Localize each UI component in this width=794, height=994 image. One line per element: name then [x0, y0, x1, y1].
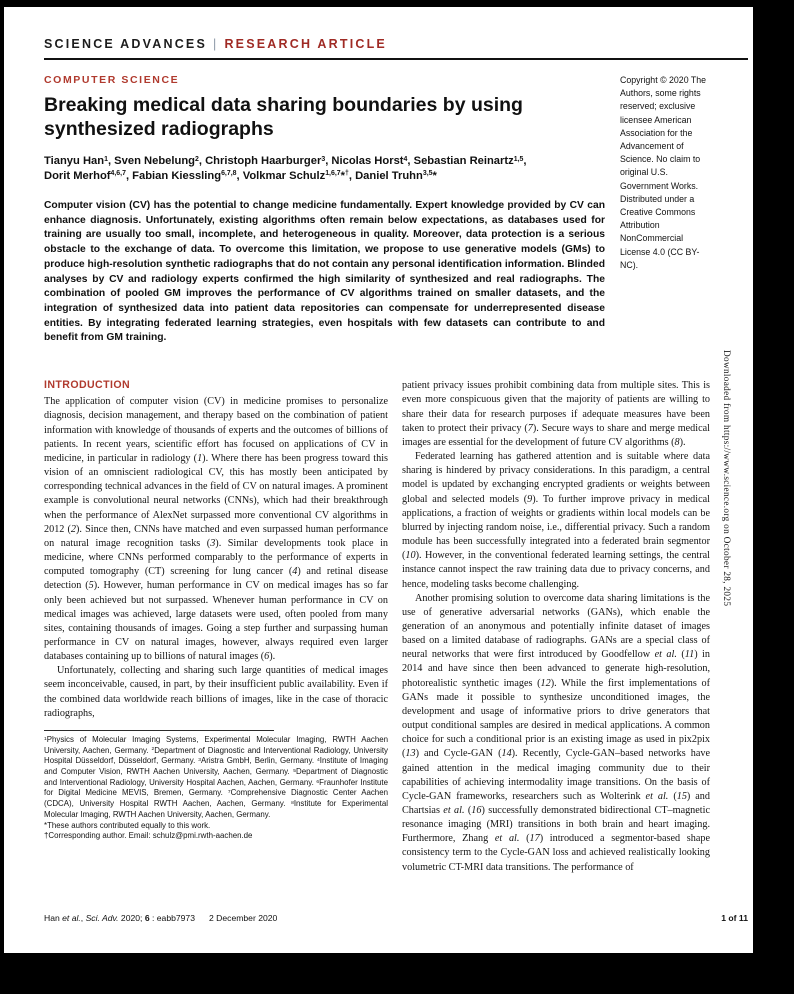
footer-date: 2 December 2020: [209, 913, 278, 923]
body-paragraph: Federated learning has gathered attention and is suitable where data sharing is hindered by privacy considerations. In this paradigm, a central model is updated by exchanging encrypted gradients or weights between global and selected models (9). To further improve privacy in medical applications, a fraction of weights or gradients within local models can be blurred by injecting random noise, i.e., differential privacy. Such a random module has been successfully integrated into a federated brain segmentor (10). However, in the conventional federated learning settings, the central instance cannot inspect the raw training data due to privacy concerns, and hence, modeling tasks become challenging.: [402, 451, 710, 590]
left-column: [44, 379, 388, 874]
author-line-2: Dorit Merhof$^{4,6,7}$, Fabian Kiessling$^{6,7,8}$, Volkmar Schulz$^{1,6,7}$*†, Daniel Truhn$^{3,5}$*: [44, 169, 437, 182]
journal-name: SCIENCE ADVANCES: [44, 37, 207, 51]
introduction-heading: INTRODUCTION: [44, 379, 131, 392]
masthead-divider: |: [213, 37, 219, 51]
footnotes-block: [44, 735, 388, 842]
page-number: 1 of 11: [721, 913, 748, 923]
body-paragraph: The application of computer vision (CV) in medicine promises to personalize diagnosis, decision management, and therapy based on the combination of patient information with knowledge of thousands of experts and the outcomes of billions of patients. In recent years, scientific effort has focused on applications of CV in medicine, in particular in radiology (1). Where there has been progress toward this vision of an omniscient radiological CV, this has mostly been anticipated by corresponding technical advances in the field of CV on natural images. A prominent example is convolutional neural networks (CNNs), which had their breakthrough when the performance of AlexNet surpassed more conventional CV algorithms in 2012 (2). Since then, CNNs have matched and even surpassed human performance on natural image recognition tasks (3). Similar developments took place in medicine, where CNNs performed comparably to the performance of experts in computed tomography (CT) screening for lung cancer (4) and retinal disease detection (5). However, human performance in CV on medical images has so far only been achieved but not surpassed. Whenever human performance in CV on medical images was achieved, large datasets were used, often pooled from many sites, containing thousands of images. Going a step further and surpassing human performance in CV on natural images, however, always required even larger databases containing up to billions of natural images (6).: [44, 396, 389, 663]
document-page: [4, 7, 753, 953]
masthead: [44, 37, 748, 60]
equal-contribution-note: *These authors contributed equally to this work.: [44, 820, 211, 830]
affiliations-note: $^1$Physics of Molecular Imaging Systems, Experimental Molecular Imaging, RWTH Aachen University, Aachen, Germany. $^2$Department of Diagnostic and Interventional Radiology, University Hospital Düsseldorf, Düsseldorf, Germany. $^3$Aristra GmbH, Berlin, Germany. $^4$Institute of Imaging and Computer Vision, RWTH Aachen University, Aachen, Germany. $^5$Department of Diagnostic and Interventional Radiology, University Hospital Aachen, Aachen, Germany. $^6$Fraunhofer Institute for Digital Medicine MEVIS, Bremen, Germany. $^7$Comprehensive Diagnostic Center Aachen (CDCA), University Hospital RWTH Aachen, Aachen, Germany. $^8$Institute for Experimental Molecular Imaging, RWTH Aachen University, Aachen, Germany.: [44, 734, 388, 819]
headline-main: [44, 74, 605, 356]
right-column: [402, 379, 710, 874]
body-paragraph: patient privacy issues prohibit combining data from multiple sites. This is even more conspicuous given that the majority of patients are willing to share their data for research purposes if adequate measures have been taken to protect their privacy (7). Secure ways to share and merge medical images are essential for the development of future CV algorithms (8).: [402, 380, 710, 448]
abstract-text: Computer vision (CV) has the potential to change medicine fundamentally. Expert knowledge provided by CV can enhance diagnosis. Unfortunately, existing algorithms often remain below expectations, as databases used for training are usually too small, incomplete, and heterogeneous in quality. Moreover, data protection is a serious obstacle to the exchange of data. To overcome this limitation, we propose to use generative models (GMs) to produce high-resolution synthetic radiographs that do not contain any personal identification information. Blinded analyses by CV and radiology experts confirmed the high similarity of synthesized and real radiographs. The combination of pooled GM improves the performance of CV algorithms trained on smaller datasets, and the integration of synthesized data into patient data repositories can compensate for underrepresented disease entities. By integrating federated learning strategies, even hospitals with few datasets can contribute to and benefit from GM training.: [44, 200, 605, 344]
article-type-label: RESEARCH ARTICLE: [224, 37, 387, 51]
download-watermark: Downloaded from https://www.science.org on October 28, 2025: [721, 350, 731, 607]
body-paragraph: Unfortunately, collecting and sharing such large quantities of medical images seem inconceivable, caused, in part, by their insufficient public availability. Even if the combined data worldwide reach billions of images, like in the case of thoracic radiographs,: [44, 665, 388, 719]
body-paragraph: Another promising solution to overcome data sharing limitations is the use of generative adversarial networks (GANs), which enable the generation of an anonymous and potentially infinite dataset of images based on a limited database of radiographs. GANs are a special class of neural networks that were first introduced by Goodfellow et al. (11) in 2014 and have since then been advanced to generate high-resolution, photorealistic synthetic images (12). While the first implementations of GANs made it possible to synthesize unconditioned images, the development and usage of informative priors to drive generators that output conditional samples are desired in medical applications. A common choice for such a conditional prior is an existing image as used in pix2pix (13) and Cycle-GAN (14). Recently, Cycle-GAN–based networks have gained attention in the medical imaging community due to their capabilities of achieving intermodality image transitions. On the basis of Cycle-GAN frameworks, researchers such as Wolterink et al. (15) and Chartsias et al. (16) successfully demonstrated bidirectional CT–magnetic resonance imaging (MRI) transitions in both brain and heart imaging. Furthermore, Zhang et al. (17) introduced a segmentor-based shape consistency term to the Cycle-GAN loss and achieved realistically looking volumetric CT-MRI data transitions. The performance of: [402, 592, 710, 873]
corresponding-author-note: †Corresponding author. Email: schulz@pmi.rwth-aachen.de: [44, 831, 253, 841]
section-kicker: COMPUTER SCIENCE: [44, 74, 180, 86]
article-title: Breaking medical data sharing boundaries by using synthesized radiographs: [44, 94, 523, 140]
body-columns: [44, 379, 710, 874]
headline-block: [44, 74, 710, 356]
footnote-divider: [44, 730, 274, 731]
author-line-1: Tianyu Han$^1$, Sven Nebelung$^2$, Christoph Haarburger$^3$, Nicolas Horst$^4$, Sebastian Reinartz$^{1,5}$,: [44, 155, 527, 167]
page-footer: [44, 913, 748, 923]
footer-citation-group: [44, 913, 277, 923]
footer-citation: Han et al., Sci. Adv. 2020; 6 : eabb7973: [44, 913, 195, 923]
copyright-notice: Copyright © 2020 The Authors, some rights reserved; exclusive licensee American Association for the Advancement of Science. No claim to original U.S. Government Works. Distributed under a Creative Commons Attribution NonCommercial License 4.0 (CC BY-NC).: [620, 75, 707, 270]
author-list: [44, 154, 605, 183]
